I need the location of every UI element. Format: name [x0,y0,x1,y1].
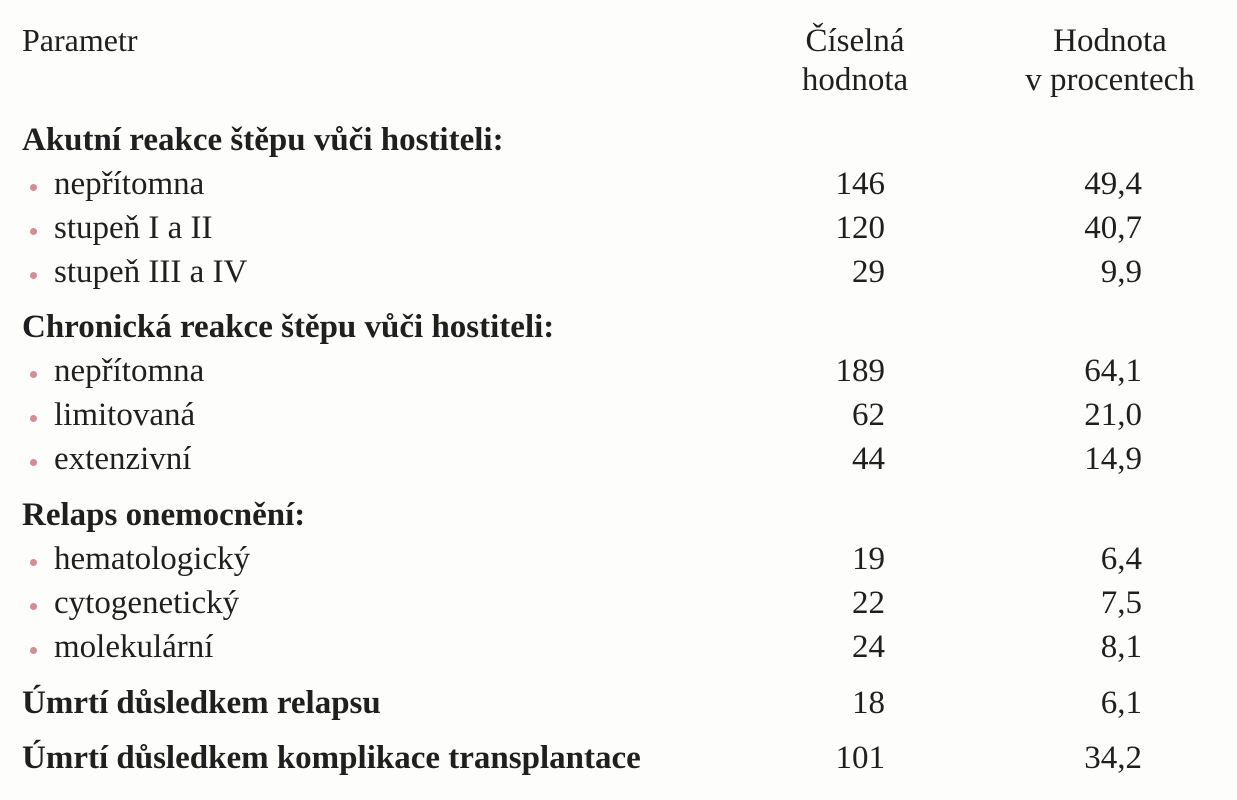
header-parameter: Parametr [22,22,138,58]
row-label: molekulární [54,629,214,665]
row-label: nepřítomna [54,353,205,389]
section-title-acute-gvhd: Akutní reakce štěpu vůči hostiteli: [22,122,504,158]
section-title-relapse: Relaps onemocnění: [22,497,306,533]
row-percent: 40,7 [1084,210,1142,246]
row-percent: 34,2 [1084,740,1142,776]
row-number: 146 [835,166,885,202]
row-number: 29 [852,254,885,290]
header-percent-line1: Hodnota [1053,23,1167,59]
row-label: stupeň I a II [54,210,213,246]
table-row [0,541,1237,583]
row-number: 62 [852,397,885,433]
header-numeric-line1: Číselná [805,23,905,59]
bullet-icon [30,647,37,654]
bullet-icon [30,415,37,422]
row-percent: 9,9 [1100,254,1142,290]
bullet-icon [30,371,37,378]
row-percent: 6,1 [1100,685,1142,721]
table-row [0,254,1237,296]
row-percent: 64,1 [1084,353,1142,389]
bullet-icon [30,603,37,610]
bullet-icon [30,559,37,566]
row-label: limitovaná [54,397,196,433]
bullet-icon [30,228,37,235]
bullet-icon [30,459,37,466]
header-numeric-line2: hodnota [801,62,909,98]
table-row [0,629,1237,671]
bullet-icon [30,184,37,191]
row-number: 44 [852,441,885,477]
row-label: Úmrtí důsledkem relapsu [22,685,381,721]
section-title-chronic-gvhd: Chronická reakce štěpu vůči hostiteli: [22,309,555,345]
row-number: 18 [852,685,885,721]
table-row-death-transplant [0,740,1237,782]
header-percent-line2: v procentech [1025,62,1195,98]
bullet-icon [30,272,37,279]
header-percent-value [990,22,1230,100]
table-row-death-relapse [0,685,1237,727]
row-percent: 21,0 [1084,397,1142,433]
table-row [0,585,1237,627]
row-number: 22 [852,585,885,621]
table-row [0,397,1237,439]
row-number: 101 [835,740,885,776]
row-label: stupeň III a IV [54,254,248,290]
table-row [0,441,1237,483]
row-percent: 49,4 [1084,166,1142,202]
row-percent: 14,9 [1084,441,1142,477]
row-label: Úmrtí důsledkem komplikace transplantace [22,740,641,776]
table-row [0,166,1237,208]
row-percent: 6,4 [1100,541,1142,577]
row-percent: 7,5 [1100,585,1142,621]
row-number: 120 [835,210,885,246]
row-label: cytogenetický [54,585,240,621]
table-row [0,353,1237,395]
row-label: nepřítomna [54,166,205,202]
row-number: 24 [852,629,885,665]
row-number: 19 [852,541,885,577]
row-number: 189 [835,353,885,389]
header-numeric-value [760,22,950,100]
row-label: extenzivní [54,441,192,477]
row-percent: 8,1 [1100,629,1142,665]
table-row [0,210,1237,252]
row-label: hematologický [54,541,251,577]
